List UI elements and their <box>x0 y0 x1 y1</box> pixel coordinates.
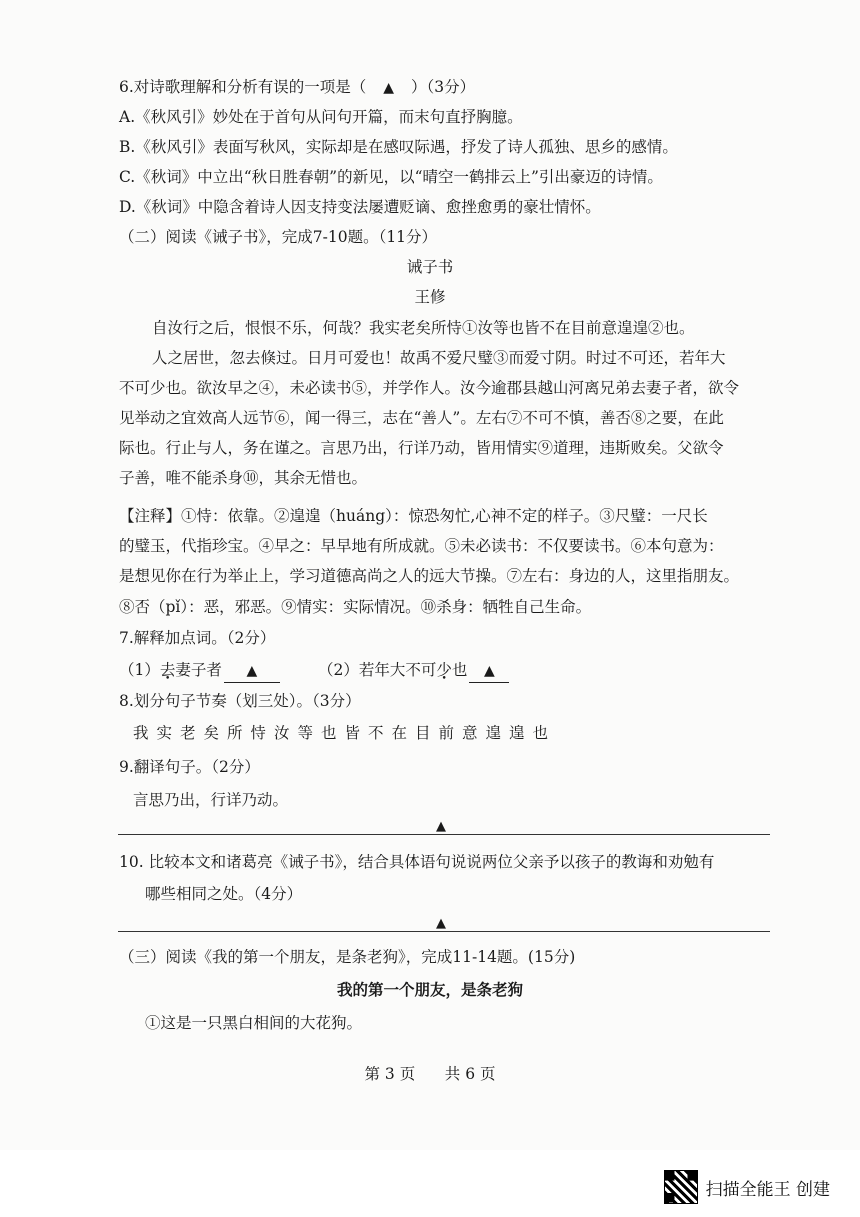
passage-paragraph-2-line: 人之居世，忽去倏过。日月可爱也！故禹不爱尺璧③而爱寸阴。时过不可还，若年大 <box>152 349 726 367</box>
passage-author: 王修 <box>414 288 446 306</box>
q7-item-2: （2）若年大不可少也 ▲ <box>318 659 509 683</box>
annotation-line: 是想见你在行为举止上，学习道德高尚之人的远大节操。⑦左右：身边的人，这里指朋友。 <box>119 567 740 585</box>
q8-sentence: 我实老矣所恃汝等也皆不在目前意遑遑也 <box>133 724 557 742</box>
passage-title: 诫子书 <box>406 258 454 276</box>
watermark-text: 扫描全能王 创建 <box>705 1179 830 1200</box>
passage-paragraph-2-line: 子善，唯不能杀身⑩，其余无惜也。 <box>119 469 368 487</box>
annotation-line: 【注释】①恃：依靠。②遑遑（huáng）：惊恐匆忙,心神不定的样子。③尺璧：一尺长 <box>119 507 708 525</box>
q8-stem: 8.划分句子节奏（划三处）。（3分） <box>119 692 361 710</box>
q6-option-d: D.《秋词》中隐含着诗人因支持变法屡遭贬谪、愈挫愈勇的豪壮情怀。 <box>119 198 601 216</box>
q6-option-a: A.《秋风引》妙处在于首句从问句开篇，而末句直抒胸臆。 <box>119 108 523 126</box>
section2-heading: （二）阅读《诫子书》，完成7-10题。（11分） <box>119 228 438 246</box>
section3-heading: （三）阅读《我的第一个朋友，是条老狗》，完成11-14题。(15分) <box>119 948 576 966</box>
passage-paragraph-2-line: 际也。行止与人，务在谨之。言思乃出，行详乃动，皆用情实⑨道理，违斯败矣。父欲令 <box>119 439 724 457</box>
passage-title: 我的第一个朋友，是条老狗 <box>336 980 523 999</box>
q6-option-c: C.《秋词》中立出“秋日胜春朝”的新见，以“晴空一鹤排云上”引出豪迈的诗情。 <box>119 168 663 186</box>
passage-paragraph-2-line: 见举动之宜效高人远节⑥，闻一得三，志在“善人”。左右⑦不可不慎，善否⑧之要，在此 <box>119 409 724 427</box>
answer-blank[interactable]: ▲ <box>224 660 280 683</box>
q6-stem: 6.对诗歌理解和分析有误的一项是（ ▲ ）（3分） <box>119 78 476 96</box>
answer-line[interactable] <box>118 931 770 932</box>
qr-code-icon <box>664 1170 698 1204</box>
answer-blank[interactable]: ▲ <box>469 660 509 683</box>
page-number: 第 3 页 共 6 页 <box>364 1065 496 1083</box>
answer-marker: ▲ <box>436 819 446 834</box>
q7-stem: 7.解释加点词。（2分） <box>119 629 276 647</box>
q10-line-2: 哪些相同之处。（4分） <box>145 885 303 903</box>
dotted-word: 去 <box>159 661 176 679</box>
passage-paragraph-1: ①这是一只黑白相间的大花狗。 <box>145 1014 363 1032</box>
q6-option-b: B.《秋风引》表面写秋风，实际却是在感叹际遇，抒发了诗人孤独、思乡的感情。 <box>119 138 678 156</box>
passage-paragraph-1: 自汝行之后，恨恨不乐，何哉？我实老矣所恃①汝等也皆不在目前意遑遑②也。 <box>152 319 695 337</box>
annotation-line: ⑧否（pǐ）：恶，邪恶。⑨情实：实际情况。⑩杀身：牺牲自己生命。 <box>119 598 592 616</box>
q9-sentence: 言思乃出，行详乃动。 <box>133 791 289 809</box>
q7-item-1: （1）去妻子者 ▲ <box>119 659 280 683</box>
scanner-watermark <box>664 1170 830 1204</box>
passage-paragraph-2-line: 不可少也。欲汝早之④，未必读书⑤，并学作人。汝今逾郡县越山河离兄弟去妻子者，欲令 <box>119 379 740 397</box>
q10-line-1: 10. 比较本文和诸葛亮《诫子书》，结合具体语句说说两位父亲予以孩子的教诲和劝勉有 <box>119 853 715 871</box>
answer-line[interactable] <box>118 834 770 835</box>
annotation-line: 的璧玉，代指珍宝。④早之：早早地有所成就。⑤未必读书：不仅要读书。⑥本句意为： <box>119 537 724 555</box>
dotted-word: 少 <box>436 661 452 679</box>
answer-marker: ▲ <box>436 916 446 931</box>
q9-stem: 9.翻译句子。（2分） <box>119 758 260 776</box>
answer-marker: ▲ <box>383 80 395 96</box>
